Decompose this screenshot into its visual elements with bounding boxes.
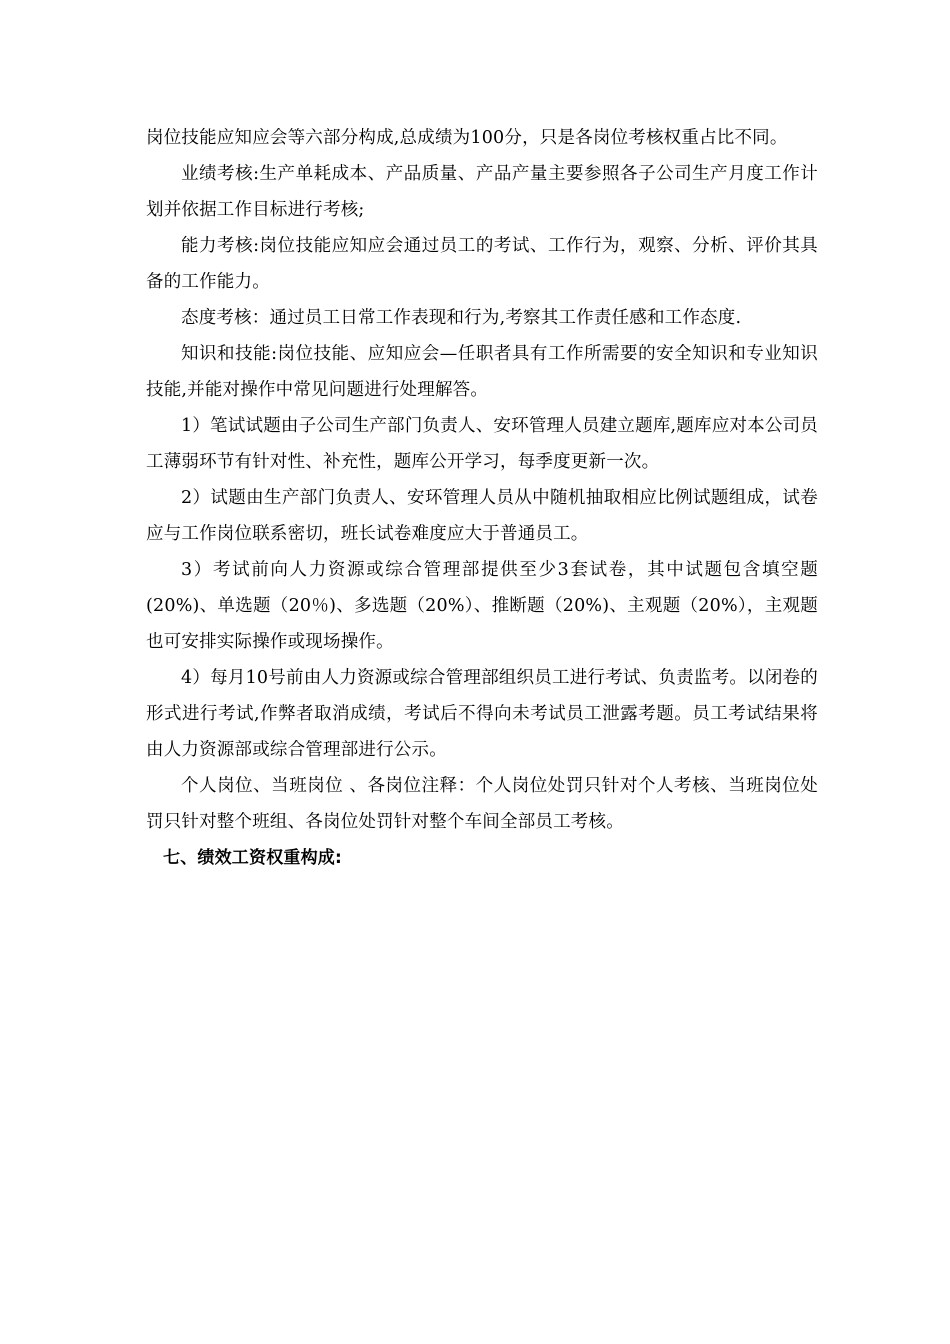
paragraph-position-notes: 个人岗位、当班岗位 、各岗位注释：个人岗位处罚只针对个人考核、当班岗位处罚只针对整个班组、各岗位处罚针对整个车间全部员工考核。: [146, 776, 818, 832]
paragraph-ability-assessment: 能力考核:岗位技能应知应会通过员工的考试、工作行为，观察、分析、评价其具备的工作能力。: [146, 236, 818, 292]
paragraph-item-1-question-bank: 1）笔试试题由子公司生产部门负责人、安环管理人员建立题库,题库应对本公司员工薄弱环节有针对性、补充性，题库公开学习，每季度更新一次。: [146, 416, 818, 472]
document-body: [146, 120, 818, 876]
paragraph-item-4-exam-schedule: 4）每月10号前由人力资源或综合管理部组织员工进行考试、负责监考。以闭卷的形式进行考试,作弊者取消成绩，考试后不得向未考试员工泄露考题。员工考试结果将由人力资源部或综合管理部进行公示。: [146, 668, 818, 760]
paragraph-item-3-paper-types: 3）考试前向人力资源或综合管理部提供至少3套试卷，其中试题包含填空题(20%)、单选题（20％)、多选题（20%）、推断题（20%)、主观题（20%），主观题也可安排实际操作或现场操作。: [146, 560, 818, 652]
section-heading-weight-composition: 七、绩效工资权重构成:: [163, 848, 342, 868]
paragraph-performance-assessment: 业绩考核:生产单耗成本、产品质量、产品产量主要参照各子公司生产月度工作计划并依据工作目标进行考核;: [146, 164, 818, 220]
paragraph-knowledge-skills: 知识和技能:岗位技能、应知应会—任职者具有工作所需要的安全知识和专业知识技能,并能对操作中常见问题进行处理解答。: [146, 344, 818, 400]
paragraph-score-composition: 岗位技能应知应会等六部分构成,总成绩为100分，只是各岗位考核权重占比不同。: [146, 128, 788, 148]
paragraph-item-2-paper-composition: 2）试题由生产部门负责人、安环管理人员从中随机抽取相应比例试题组成，试卷应与工作岗位联系密切，班长试卷难度应大于普通员工。: [146, 488, 818, 544]
paragraph-attitude-assessment: 态度考核：通过员工日常工作表现和行为,考察其工作责任感和工作态度.: [181, 308, 742, 328]
